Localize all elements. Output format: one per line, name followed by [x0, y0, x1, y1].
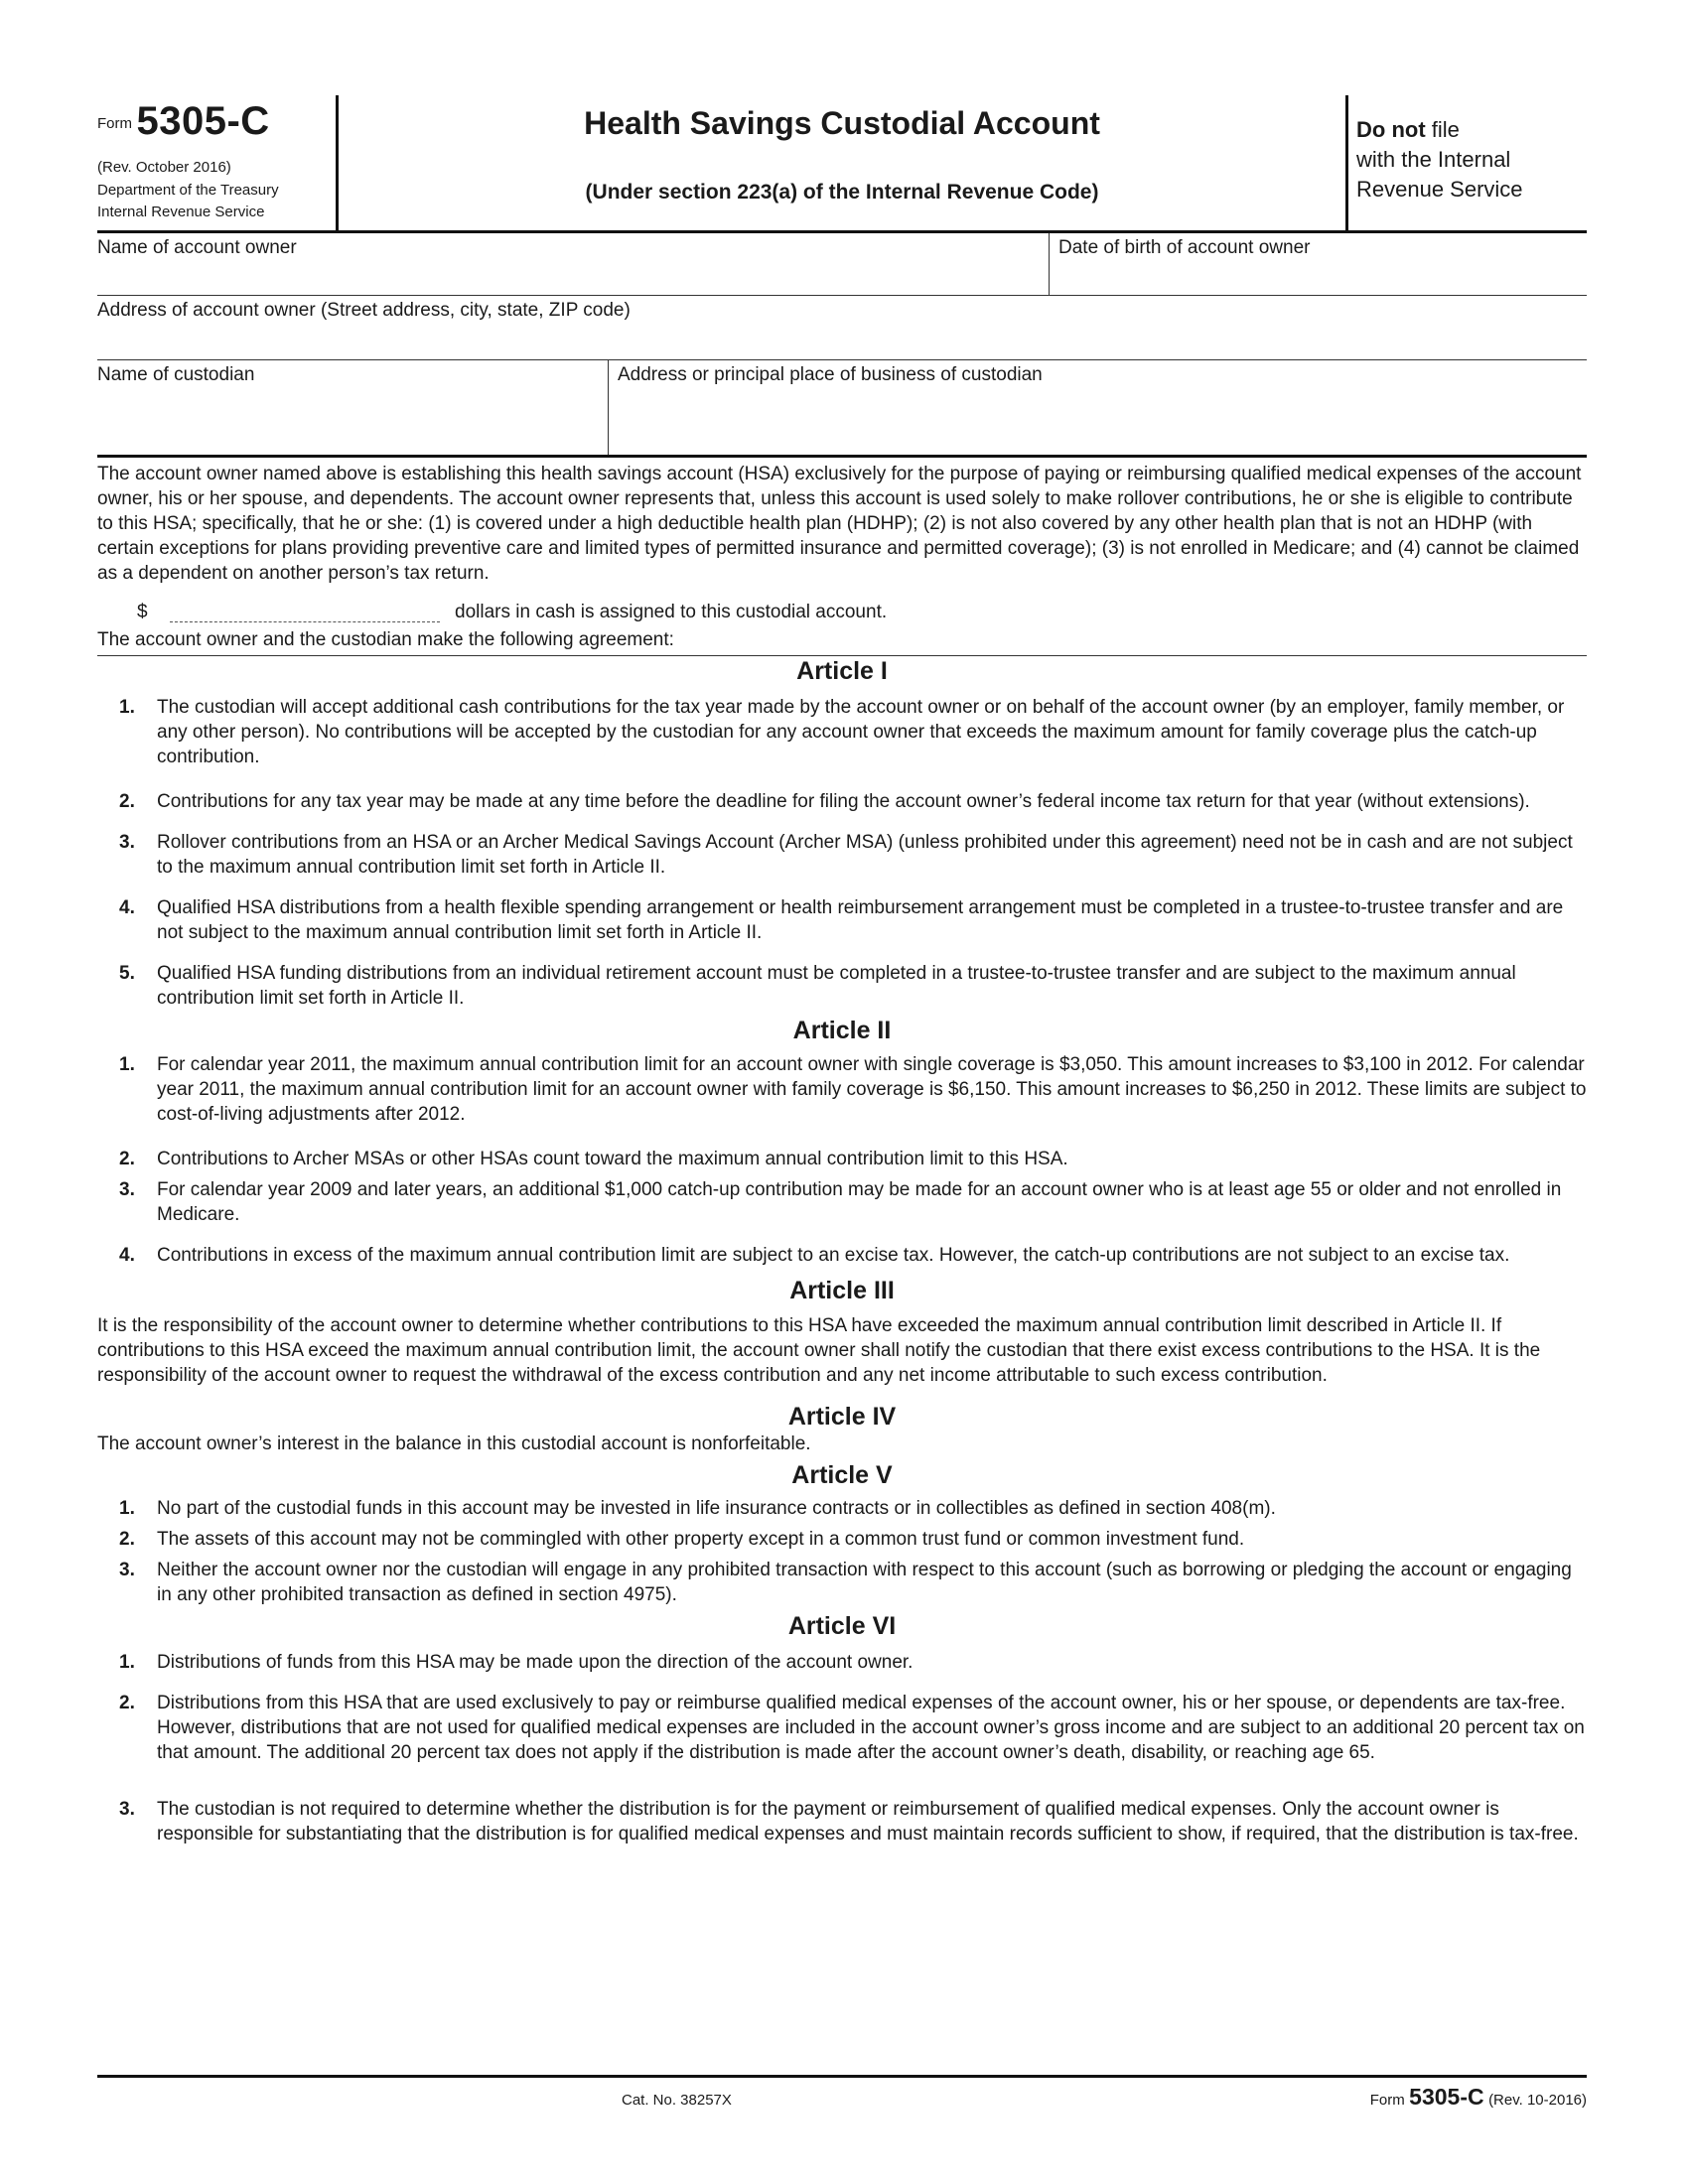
list-item	[97, 1527, 1587, 1552]
custodian-name-field[interactable]	[97, 360, 608, 455]
item-number: 2.	[119, 1149, 135, 1169]
filing-notice-text	[1356, 115, 1523, 205]
item-text: Contributions to Archer MSAs or other HSAs count toward the maximum annual contribution limit to this HSA.	[157, 1149, 1068, 1169]
owner-name-field[interactable]	[97, 233, 1049, 295]
item-text: Distributions from this HSA that are used exclusively to pay or reimburse qualified medical expenses of the account owner, his or her spouse, or dependents are tax-free. However, distributions that are not used for qualified medical expenses are included in the account owner’s gross income and are subject to an additional 20 percent tax on that amount. The additional 20 percent tax does not apply if the distribution is made after the account owner’s death, disability, or reaching age 65.	[157, 1693, 1585, 1763]
notice-line-2: with the Internal	[1356, 147, 1511, 172]
item-text: For calendar year 2009 and later years, an additional $1,000 catch-up contribution may be made for an account owner who is at least age 55 or older and not enrolled in Medicare.	[157, 1179, 1562, 1225]
owner-address-field[interactable]	[97, 296, 1587, 359]
custodian-row	[97, 360, 1587, 458]
list-item	[97, 1496, 1587, 1521]
owner-address-row	[97, 296, 1587, 360]
cash-amount-input[interactable]	[170, 621, 440, 622]
cash-amount-line	[97, 600, 1587, 629]
item-text: The custodian is not required to determine whether the distribution is for the payment or reimbursement of qualified medical expenses. Only the account owner is responsible for substantiating that the distribution is for qualified medical expenses and must maintain records sufficient to show, if required, that the distribution is tax-free.	[157, 1799, 1579, 1844]
custodian-address-field[interactable]	[608, 360, 1587, 455]
list-item	[97, 1177, 1587, 1227]
list-item	[97, 1558, 1587, 1607]
list-item	[97, 1052, 1587, 1127]
department-name: Department of the Treasury	[97, 182, 279, 199]
owner-row	[97, 233, 1587, 296]
filing-notice	[1345, 95, 1590, 230]
list-item	[97, 1147, 1587, 1171]
item-number: 1.	[119, 1054, 135, 1075]
form-footer	[97, 2075, 1587, 2117]
list-item	[97, 961, 1587, 1011]
article-1-list	[97, 695, 1587, 1011]
form-title: Health Savings Custodial Account	[584, 105, 1100, 141]
list-item	[97, 1797, 1587, 1846]
agency-name: Internal Revenue Service	[97, 204, 265, 220]
item-text: Neither the account owner nor the custodian will engage in any prohibited transaction with respect to this account (such as borrowing or pledging the account or engaging in any other prohibited transaction as defined in section 4975).	[157, 1560, 1572, 1605]
item-number: 3.	[119, 832, 135, 853]
owner-dob-label: Date of birth of account owner	[1058, 237, 1311, 258]
item-text: For calendar year 2011, the maximum annual contribution limit for an account owner with single coverage is $3,050. This amount increases to $3,100 in 2012. For calendar year 2011, the maximum annual contribution limit for an account owner with family coverage is $6,150. This amount increases to $6,250 in 2012. These limits are subject to cost-of-living adjustments after 2012.	[157, 1054, 1587, 1125]
item-number: 2.	[119, 791, 135, 812]
item-text: Contributions for any tax year may be made at any time before the deadline for filing the account owner’s federal income tax return for that year (without extensions).	[157, 791, 1530, 812]
list-item	[97, 789, 1587, 814]
item-number: 3.	[119, 1179, 135, 1200]
article-3-title: Article III	[789, 1277, 895, 1304]
owner-dob-field[interactable]	[1049, 233, 1587, 295]
item-number: 1.	[119, 1498, 135, 1519]
item-number: 2.	[119, 1529, 135, 1550]
notice-bold: Do not	[1356, 117, 1426, 142]
cash-amount-text: dollars in cash is assigned to this custodial account.	[455, 602, 888, 622]
item-number: 3.	[119, 1560, 135, 1580]
item-text: Qualified HSA distributions from a health flexible spending arrangement or health reimbursement arrangement must be completed in a trustee-to-trustee transfer and are not subject to the maximum annual contribution limit set forth in Article II.	[157, 897, 1564, 943]
item-number: 2.	[119, 1693, 135, 1713]
article-1-title: Article I	[796, 657, 888, 685]
article-2-list	[97, 1052, 1587, 1268]
form-id-block	[97, 95, 339, 230]
list-item	[97, 830, 1587, 880]
agreement-line: The account owner and the custodian make the following agreement:	[97, 629, 1587, 656]
form-number-line	[97, 99, 270, 144]
footer-form-id	[1370, 2084, 1587, 2111]
article-5-title: Article V	[791, 1461, 893, 1489]
list-item	[97, 1650, 1587, 1675]
notice-rest: file	[1425, 117, 1460, 142]
title-block	[339, 95, 1345, 230]
item-number: 1.	[119, 697, 135, 718]
article-6-title: Article VI	[787, 1612, 897, 1640]
notice-line-3: Revenue Service	[1356, 177, 1523, 202]
dollar-sign: $	[137, 602, 148, 622]
article-4-text: The account owner’s interest in the balance in this custodial account is nonforfeitable.	[97, 1433, 811, 1454]
article-4-title: Article IV	[787, 1403, 897, 1431]
list-item	[97, 1691, 1587, 1765]
item-text: Distributions of funds from this HSA may be made upon the direction of the account owner.	[157, 1652, 914, 1673]
form-revision: (Rev. October 2016)	[97, 159, 231, 176]
item-number: 3.	[119, 1799, 135, 1820]
list-item	[97, 695, 1587, 769]
custodian-name-label: Name of custodian	[97, 364, 255, 385]
article-2-title: Article II	[792, 1017, 892, 1044]
item-text: The custodian will accept additional cash contributions for the tax year made by the account owner or on behalf of the account owner (by an employer, family member, or any other person). No contributions will be accepted by the custodian for any account owner that exceeds the maximum amount for family coverage plus the catch-up contribution.	[157, 697, 1565, 767]
item-text: The assets of this account may not be commingled with other property except in a common trust fund or common investment fund.	[157, 1529, 1245, 1550]
item-number: 1.	[119, 1652, 135, 1673]
intro-paragraph: The account owner named above is establishing this health savings account (HSA) exclusively for the purpose of paying or reimbursing qualified medical expenses of the account owner, his or her spouse, and dependents. The account owner represents that, unless this account is used solely to make rollover contributions, he or she is eligible to contribute to this HSA; specifically, that he or she: (1) is covered under a high deductible health plan (HDHP); (2) is not also covered by any other health plan that is not an HDHP (with certain exceptions for plans providing preventive care and limited types of permitted insurance and permitted coverage); (3) is not enrolled in Medicare; and (4) cannot be claimed as a dependent on another person’s tax return.	[97, 464, 1582, 584]
footer-form-number: 5305-C	[1409, 2084, 1484, 2110]
list-item	[97, 895, 1587, 945]
item-text: Rollover contributions from an HSA or an Archer Medical Savings Account (Archer MSA) (unless prohibited under this agreement) need not be in cash and are not subject to the maximum annual contribution limit set forth in Article II.	[157, 832, 1573, 878]
article-6-list	[97, 1650, 1587, 1846]
item-text: Qualified HSA funding distributions from an individual retirement account must be completed in a trustee-to-trustee transfer and are subject to the maximum annual contribution limit set forth in Article II.	[157, 963, 1516, 1009]
footer-revision: (Rev. 10-2016)	[1488, 2092, 1587, 2109]
item-number: 4.	[119, 897, 135, 918]
item-text: No part of the custodial funds in this account may be invested in life insurance contracts or in collectibles as defined in section 408(m).	[157, 1498, 1276, 1519]
item-number: 5.	[119, 963, 135, 984]
owner-name-label: Name of account owner	[97, 237, 297, 258]
catalog-number: Cat. No. 38257X	[622, 2092, 732, 2109]
form-number: 5305-C	[136, 99, 270, 143]
form-header	[97, 95, 1587, 233]
item-text: Contributions in excess of the maximum annual contribution limit are subject to an excise tax. However, the catch-up contributions are not subject to an excise tax.	[157, 1245, 1510, 1266]
footer-form-word: Form	[1369, 2092, 1405, 2109]
owner-address-label: Address of account owner (Street address, city, state, ZIP code)	[97, 300, 631, 321]
form-page	[97, 95, 1587, 1846]
form-subtitle: (Under section 223(a) of the Internal Revenue Code)	[585, 181, 1099, 204]
item-number: 4.	[119, 1245, 135, 1266]
custodian-address-label: Address or principal place of business of custodian	[618, 364, 1043, 385]
form-word: Form	[97, 115, 132, 132]
list-item	[97, 1243, 1587, 1268]
article-5-list	[97, 1496, 1587, 1607]
article-3-text: It is the responsibility of the account owner to determine whether contributions to this HSA have exceeded the maximum annual contribution limit described in Article II. If contributions to this HSA exceed the maximum annual contribution limit, the account owner shall notify the custodian that there exist excess contributions to the HSA. It is the responsibility of the account owner to request the withdrawal of the excess contribution and any net income attributable to such excess contribution.	[97, 1315, 1541, 1386]
